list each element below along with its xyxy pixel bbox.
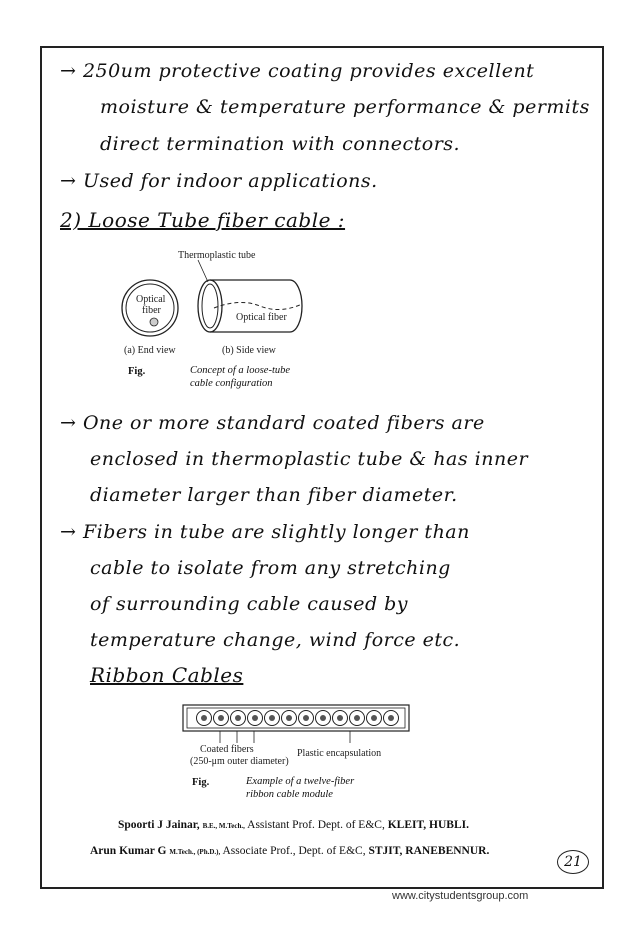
label-end-view: (a) End view (124, 345, 176, 356)
fig1-label: Fig. (128, 366, 146, 377)
author-1-institute: KLEIT, HUBLI. (387, 819, 469, 831)
label-thermoplastic-tube: Thermoplastic tube (178, 250, 256, 261)
note-p4: → Fibers in tube are slightly longer than (60, 521, 470, 543)
fig2-label: Fig. (192, 777, 210, 788)
note-line-4: → Used for indoor applications. (60, 170, 378, 192)
note-p7: temperature change, wind force etc. (90, 629, 461, 651)
ribbon-fiber-core (371, 715, 377, 721)
ribbon-fiber-core (286, 715, 292, 721)
site-url: www.citystudentsgroup.com (392, 890, 529, 902)
footer-line-1 (118, 819, 469, 831)
author-2-degree: M.Tech., (Ph.D.), (169, 848, 221, 856)
side-view-inner-ellipse (202, 284, 218, 328)
note-line-3: direct termination with connectors. (100, 133, 461, 155)
ribbon-fiber-core (252, 715, 258, 721)
note-p3: diameter larger than fiber diameter. (90, 484, 458, 506)
author-1-name: Spoorti J Jainar, (118, 819, 200, 831)
ribbon-fiber-core (269, 715, 275, 721)
thermo-leader-line (198, 260, 208, 282)
fig1-caption-2: cable configuration (190, 378, 273, 389)
author-1-role: Assistant Prof. Dept. of E&C, (247, 819, 385, 831)
end-view-fiber-dot (150, 318, 158, 326)
note-p1: → One or more standard coated fibers are (60, 412, 485, 434)
side-view-tube-body (210, 280, 302, 332)
fig2-caption-2: ribbon cable module (246, 789, 333, 800)
label-side-view: (b) Side view (222, 345, 276, 356)
side-view-fiber (214, 302, 302, 309)
section-heading-loose-tube: 2) Loose Tube fiber cable : (60, 208, 346, 232)
author-2-name: Arun Kumar G (90, 845, 167, 857)
label-coated-fibers: Coated fibers (200, 744, 254, 755)
ribbon-fibers (197, 711, 399, 726)
note-p2: enclosed in thermoplastic tube & has inner (90, 448, 529, 470)
label-optical-fiber-end-2: fiber (142, 305, 161, 316)
ribbon-fiber-core (303, 715, 309, 721)
note-line-2: moisture & temperature performance & permits (100, 96, 590, 118)
ribbon-fiber-core (354, 715, 360, 721)
label-plastic-encapsulation: Plastic encapsulation (297, 748, 382, 759)
footer-line-2 (90, 845, 489, 857)
fig1-caption-1: Concept of a loose-tube (190, 365, 291, 376)
note-p6: of surrounding cable caused by (90, 593, 409, 615)
label-optical-fiber-end-1: Optical (136, 294, 166, 305)
ribbon-cable-diagram (182, 703, 412, 743)
note-line-1: → 250um protective coating provides excellent (60, 60, 535, 82)
author-1-degree: B.E., M.Tech., (202, 822, 245, 830)
ribbon-fiber-core (320, 715, 326, 721)
fig2-caption-1: Example of a twelve-fiber (246, 776, 355, 787)
label-outer-diameter: (250-μm outer diameter) (190, 756, 289, 767)
ribbon-fiber-core (337, 715, 343, 721)
page-number: 21 (557, 850, 589, 874)
ribbon-fiber-core (235, 715, 241, 721)
ribbon-fiber-core (201, 715, 207, 721)
label-optical-fiber-side: Optical fiber (236, 312, 287, 323)
note-p5: cable to isolate from any stretching (90, 557, 451, 579)
ribbon-fiber-core (388, 715, 394, 721)
section-heading-ribbon: Ribbon Cables (90, 663, 244, 687)
author-2-role: Associate Prof., Dept. of E&C, (222, 845, 366, 857)
author-2-institute: STJIT, RANEBENNUR. (368, 845, 490, 857)
ribbon-fiber-core (218, 715, 224, 721)
